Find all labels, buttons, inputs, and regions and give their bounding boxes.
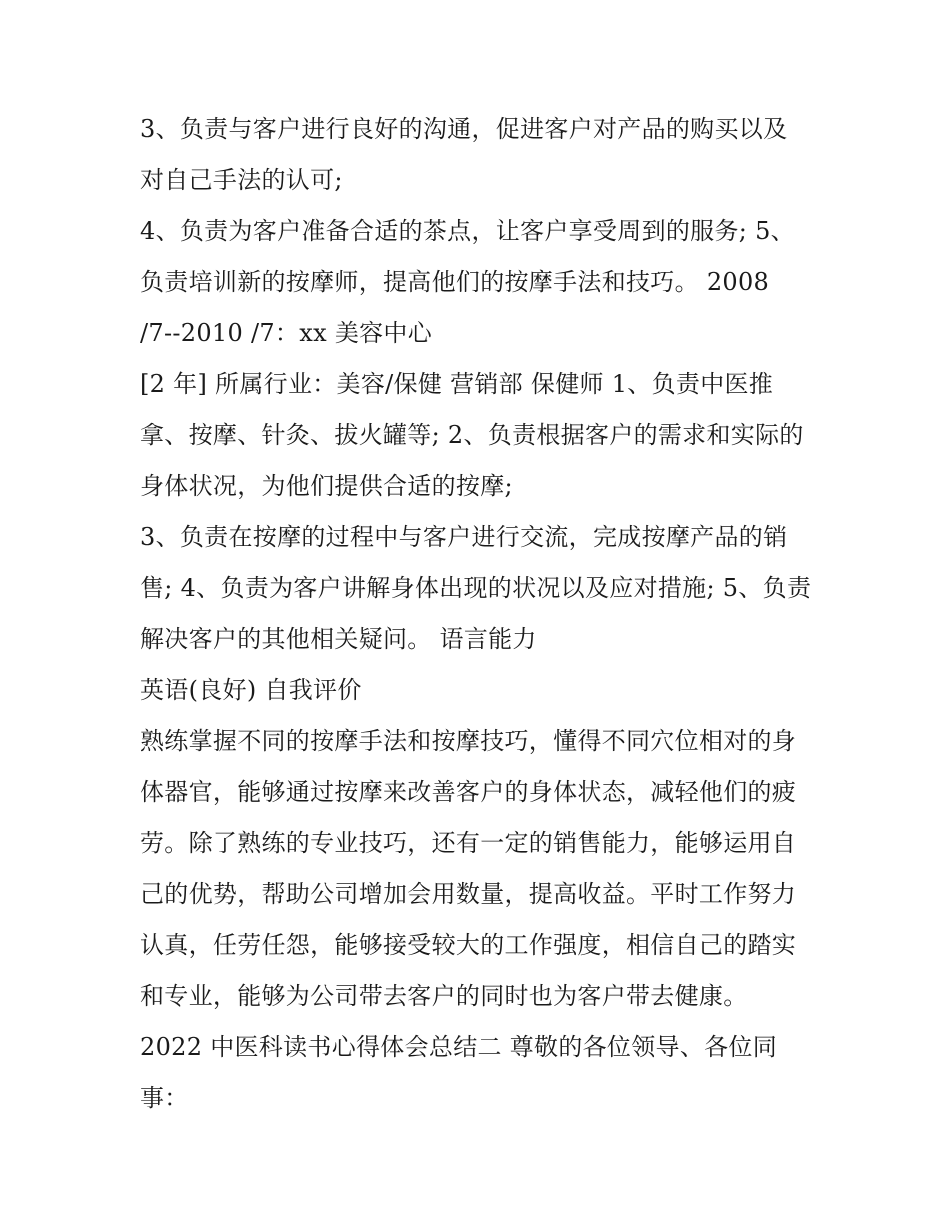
text-line: [2 年] 所属行业：美容/保健 营销部 保健师 1、负责中医推 <box>140 370 774 398</box>
text-line: 3、负责在按摩的过程中与客户进行交流，完成按摩产品的销 <box>140 523 788 551</box>
text-line: 劳。除了熟练的专业技巧，还有一定的销售能力，能够运用自 <box>140 829 797 857</box>
text-line: 售; 4、负责为客户讲解身体出现的状况以及应对措施; 5、负责 <box>140 574 812 602</box>
text-line: 4、负责为客户准备合适的茶点，让客户享受周到的服务; 5、 <box>140 217 795 245</box>
text-line: 3、负责与客户进行良好的沟通，促进客户对产品的购买以及 <box>140 115 788 143</box>
text-line: 英语(良好) 自我评价 <box>140 676 362 704</box>
text-line: 拿、按摩、针灸、拔火罐等; 2、负责根据客户的需求和实际的 <box>140 421 804 449</box>
text-line: 己的优势，帮助公司增加会用数量，提高收益。平时工作努力 <box>140 880 797 908</box>
text-line: 体器官，能够通过按摩来改善客户的身体状态，减轻他们的疲 <box>140 778 797 806</box>
text-line: 熟练掌握不同的按摩手法和按摩技巧，懂得不同穴位相对的身 <box>140 727 797 755</box>
text-line: /7--2010 /7：xx 美容中心 <box>140 319 433 347</box>
text-line: 解决客户的其他相关疑问。 语言能力 <box>140 625 537 653</box>
text-line: 和专业，能够为公司带去客户的同时也为客户带去健康。 <box>140 982 748 1010</box>
text-line: 负责培训新的按摩师，提高他们的按摩手法和技巧。 2008 <box>140 268 770 296</box>
text-line: 对自己手法的认可; <box>140 166 343 194</box>
document-body <box>140 104 830 1124</box>
text-line: 2022 中医科读书心得体会总结二 尊敬的各位领导、各位同 <box>140 1033 778 1061</box>
text-line: 事： <box>140 1084 189 1112</box>
text-line: 身体状况，为他们提供合适的按摩; <box>140 472 513 500</box>
text-line: 认真，任劳任怨，能够接受较大的工作强度，相信自己的踏实 <box>140 931 797 959</box>
